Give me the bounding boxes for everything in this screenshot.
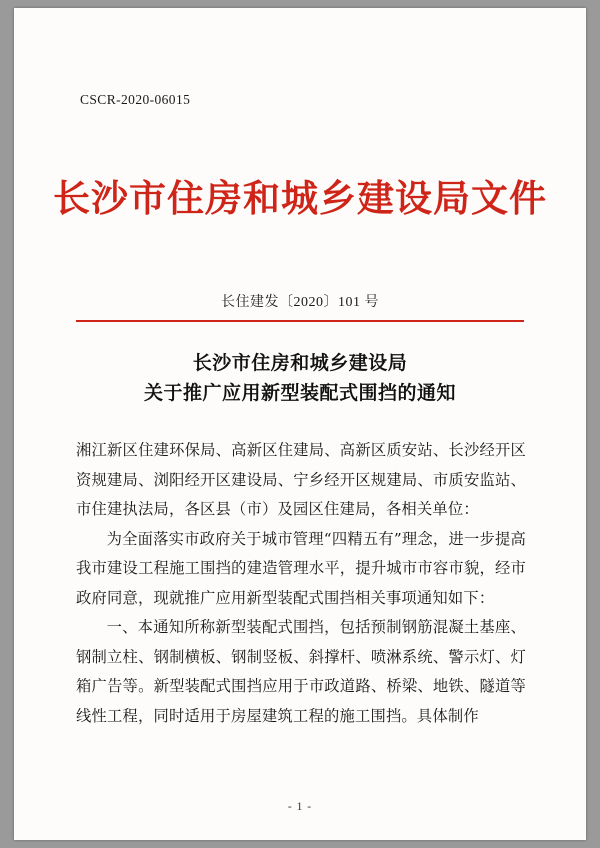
red-divider-rule	[76, 320, 524, 322]
title-line-2: 关于推广应用新型装配式围挡的通知	[143, 382, 456, 404]
issue-number: 长住建发〔2020〕101 号	[221, 295, 379, 310]
body-paragraph-recipients: 湘江新区住建环保局、高新区住建局、高新区质安站、长沙经开区资规建局、浏阳经开区建设局、宁乡经开区规建局、市质安监站、市住建执法局，各区县（市）及园区住建局，各相关单位：	[76, 441, 526, 518]
masthead-title: 长沙市住房和城乡建设局文件	[53, 176, 547, 220]
page-number-footer: - 1 -	[287, 801, 313, 813]
title-line-1: 长沙市住房和城乡建设局	[192, 352, 408, 374]
document-title	[14, 348, 586, 408]
document-number: CSCR-2020-06015	[80, 92, 191, 107]
page-content	[14, 8, 586, 840]
body-paragraph-preamble: 为全面落实市政府关于城市管理“四精五有”理念，进一步提高我市建设工程施工围挡的建造管理水平，提升城市市容市貌，经市政府同意，现就推广应用新型装配式围挡相关事项通知如下：	[76, 529, 526, 607]
document-page	[14, 8, 586, 840]
body-paragraph-article-1: 一、本通知所称新型装配式围挡，包括预制钢筋混凝土基座、钢制立柱、钢制横板、钢制竖板、斜撑杆、喷淋系统、警示灯、灯箱广告等。新型装配式围挡应用于市政道路、桥梁、地铁、隧道等线性工程，同时适用于房屋建筑工程的施工围挡。具体制作	[76, 618, 526, 725]
document-body	[76, 436, 526, 731]
